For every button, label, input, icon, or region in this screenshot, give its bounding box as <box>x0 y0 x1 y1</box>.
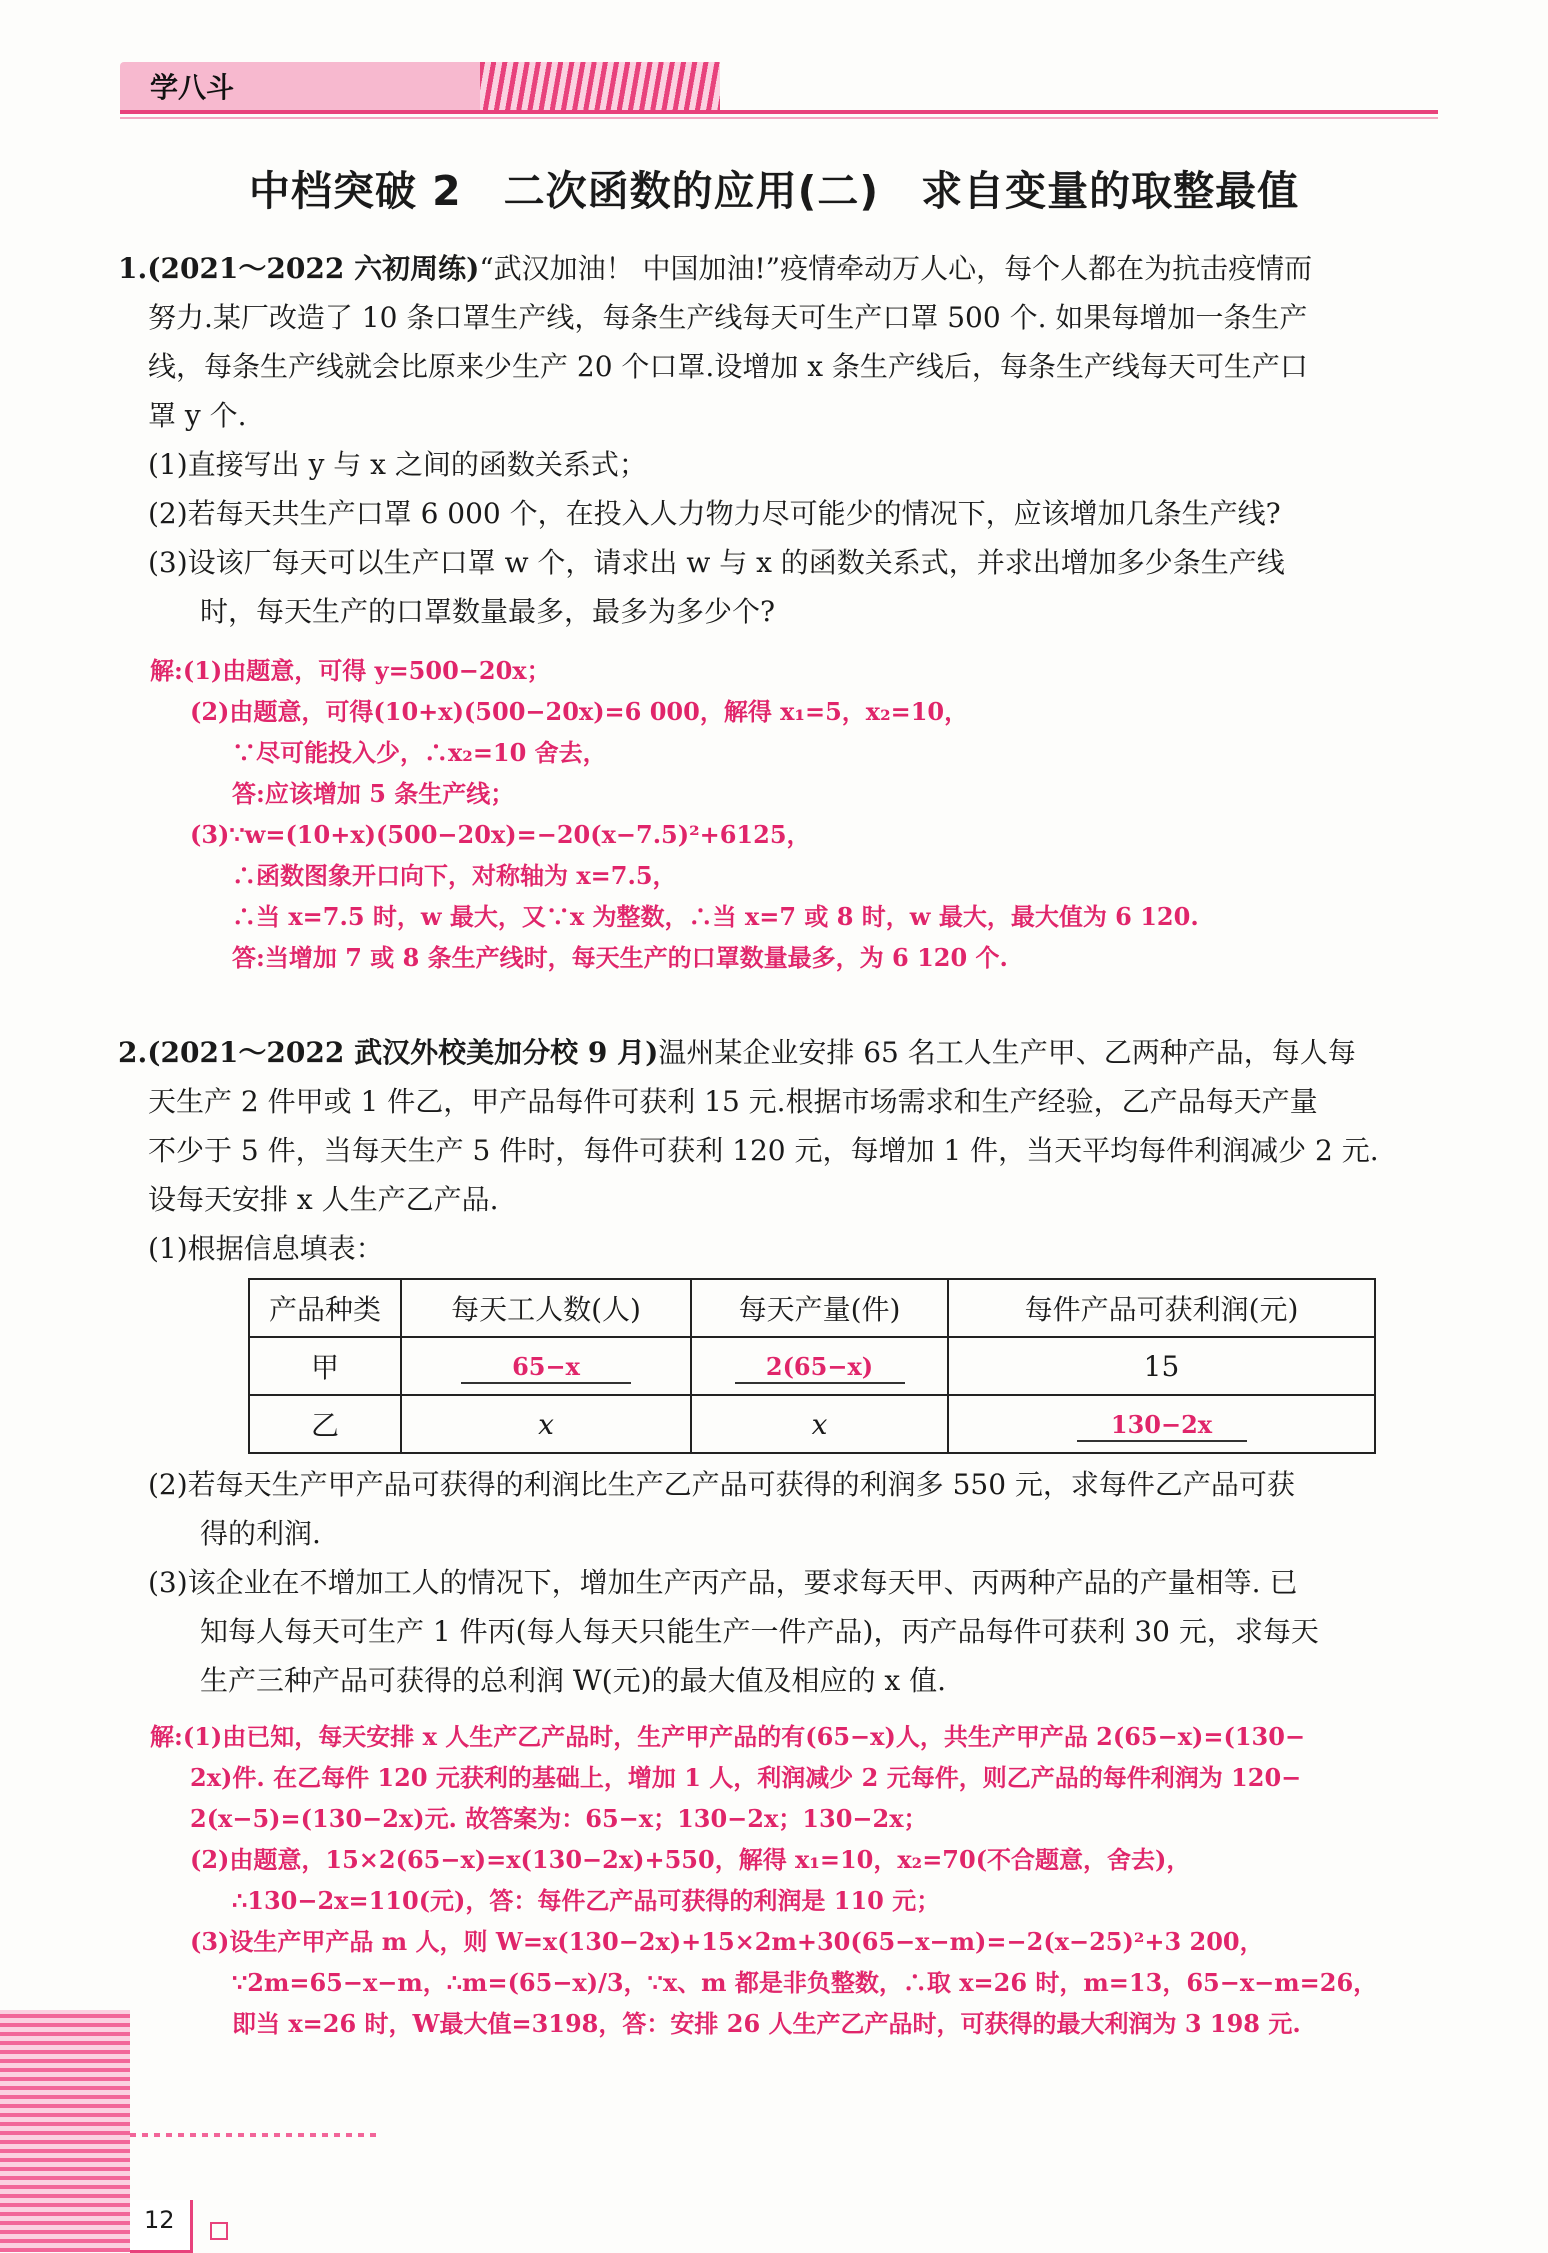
question-part: (2)若每天共生产口罩 6 000 个，在投入人力物力尽可能少的情况下，应该增加几条生产线? <box>148 497 1281 530</box>
square-icon <box>210 2222 228 2240</box>
question-part: 知每人每天可生产 1 件丙(每人每天只能生产一件产品)，丙产品每件可获利 30 元，求每天 <box>200 1615 1319 1648</box>
question-part: (3)设该厂每天可以生产口罩 w 个，请求出 w 与 x 的函数关系式，并求出增加多少条生产线 <box>148 546 1285 579</box>
table-cell <box>691 1395 948 1453</box>
table-header: 每天工人数(人) <box>401 1279 691 1337</box>
answer-line: ∴函数图象开口向下，对称轴为 x=7.5， <box>232 861 677 890</box>
header-rule-thin <box>120 117 1438 119</box>
question-text: 努力.某厂改造了 10 条口罩生产线，每条生产线每天可生产口罩 500 个. 如果每增加一条生产 <box>148 301 1308 334</box>
answer-line: ∵2m=65−x−m，∴m=(65−x)/3，∵x、m 都是非负整数，∴取 x=26 时，m=13，65−x−m=26， <box>232 1968 1378 1997</box>
question-part: (1)直接写出 y 与 x 之间的函数关系式； <box>148 448 647 481</box>
question-text: 天生产 2 件甲或 1 件乙，甲产品每件可获利 15 元.根据市场需求和生产经验，乙产品每天产量 <box>148 1085 1318 1118</box>
answer-line: 2x)件. 在乙每件 120 元获利的基础上，增加 1 人，利润减少 2 元每件，则乙产品的每件利润为 120− <box>190 1763 1302 1792</box>
table-cell: 15 <box>948 1337 1375 1395</box>
question-part: (3)该企业在不增加工人的情况下，增加生产丙产品，要求每天甲、丙两种产品的产量相等. 已 <box>148 1566 1298 1599</box>
table-cell <box>401 1395 691 1453</box>
answer-line: (3)设生产甲产品 m 人，则 W=x(130−2x)+15×2m+30(65−x−m)=−2(x−25)²+3 200， <box>190 1927 1264 1956</box>
table-row <box>249 1337 1375 1395</box>
question-part: 时，每天生产的口罩数量最多，最多为多少个? <box>200 595 776 628</box>
question-number: 1. <box>118 252 148 285</box>
question-text: 罩 y 个. <box>148 399 247 432</box>
answer-line: (2)由题意，15×2(65−x)=x(130−2x)+550，解得 x₁=10，x₂=70(不合题意，舍去)， <box>190 1845 1191 1874</box>
question-1 <box>118 244 1440 636</box>
table-header: 每天产量(件) <box>691 1279 948 1337</box>
table-cell-answer <box>691 1337 948 1395</box>
footer-dotted-line <box>130 2133 380 2137</box>
question-part: (1)根据信息填表： <box>148 1232 384 1265</box>
table-header: 每件产品可获利润(元) <box>948 1279 1375 1337</box>
header-rule <box>120 110 1438 114</box>
table-cell: 甲 <box>249 1337 401 1395</box>
header-label: 学八斗 <box>150 71 235 104</box>
page-number: 12 <box>144 2206 175 2234</box>
table-header: 产品种类 <box>249 1279 401 1337</box>
question-text: 不少于 5 件，当每天生产 5 件时，每件可获利 120 元，每增加 1 件，当天平均每件利润减少 2 元. <box>148 1134 1379 1167</box>
answer-line: (2)由题意，可得(10+x)(500−20x)=6 000，解得 x₁=5，x₂=10， <box>190 697 969 726</box>
question-text: 温州某企业安排 65 名工人生产甲、乙两种产品，每人每 <box>658 1036 1356 1069</box>
page-title: 中档突破 2 二次函数的应用(二) 求自变量的取整最值 <box>248 167 1300 215</box>
answer-line: 解:(1)由题意，可得 y=500−20x； <box>150 656 551 685</box>
question-text: 线，每条生产线就会比原来少生产 20 个口罩.设增加 x 条生产线后，每条生产线每天可生产口 <box>148 350 1308 383</box>
answer-line: 答:当增加 7 或 8 条生产线时，每天生产的口罩数量最多，为 6 120 个. <box>232 943 1008 972</box>
answer-line: ∴130−2x=110(元)，答：每件乙产品可获得的利润是 110 元； <box>232 1886 941 1915</box>
question-text: 设每天安排 x 人生产乙产品. <box>148 1183 499 1216</box>
cell-value: x <box>538 1407 554 1441</box>
question-source: (2021～2022 六初周练) <box>147 252 480 285</box>
table-row <box>249 1395 1375 1453</box>
answer-1 <box>150 650 1440 978</box>
answer-line: 答:应该增加 5 条生产线； <box>232 779 515 808</box>
question-part: 得的利润. <box>200 1517 321 1550</box>
question-source: (2021～2022 武汉外校美加分校 9 月) <box>147 1036 659 1069</box>
question-number: 2. <box>118 1036 148 1069</box>
question-2 <box>118 1028 1440 1273</box>
answer-line: 2(x−5)=(130−2x)元. 故答案为：65−x；130−2x；130−2x； <box>190 1804 928 1833</box>
question-text: “武汉加油！ 中国加油!”疫情牵动万人心，每个人都在为抗击疫情而 <box>479 252 1313 285</box>
question-part: 生产三种产品可获得的总利润 W(元)的最大值及相应的 x 值. <box>200 1664 947 1697</box>
question-part: (2)若每天生产甲产品可获得的利润比生产乙产品可获得的利润多 550 元，求每件乙产品可获 <box>148 1468 1295 1501</box>
filled-answer: 65−x <box>461 1352 631 1384</box>
answer-line: (3)∵w=(10+x)(500−20x)=−20(x−7.5)²+6125， <box>190 820 811 849</box>
question-2-parts <box>118 1460 1440 1705</box>
table-cell-answer <box>948 1395 1375 1453</box>
table-header-row <box>249 1279 1375 1337</box>
table-cell-answer <box>401 1337 691 1395</box>
footer-stripe-band <box>0 2010 130 2252</box>
page-header <box>0 0 1548 140</box>
cell-value: x <box>811 1407 828 1441</box>
table-cell: 乙 <box>249 1395 401 1453</box>
answer-2 <box>150 1716 1440 2044</box>
fill-table <box>248 1278 1376 1454</box>
filled-answer: 130−2x <box>1077 1410 1247 1442</box>
answer-line: ∴当 x=7.5 时，w 最大，又∵x 为整数，∴当 x=7 或 8 时，w 最大，最大值为 6 120. <box>232 902 1199 931</box>
filled-answer: 2(65−x) <box>735 1352 905 1384</box>
answer-line: 即当 x=26 时，W最大值=3198，答：安排 26 人生产乙产品时，可获得的最大利润为 3 198 元. <box>232 2009 1301 2038</box>
answer-line: 解:(1)由已知，每天安排 x 人生产乙产品时，生产甲产品的有(65−x)人，共生产甲产品 2(65−x)=(130− <box>150 1722 1306 1751</box>
header-stripes <box>480 62 720 110</box>
answer-line: ∵尽可能投入少，∴x₂=10 舍去， <box>232 738 607 767</box>
